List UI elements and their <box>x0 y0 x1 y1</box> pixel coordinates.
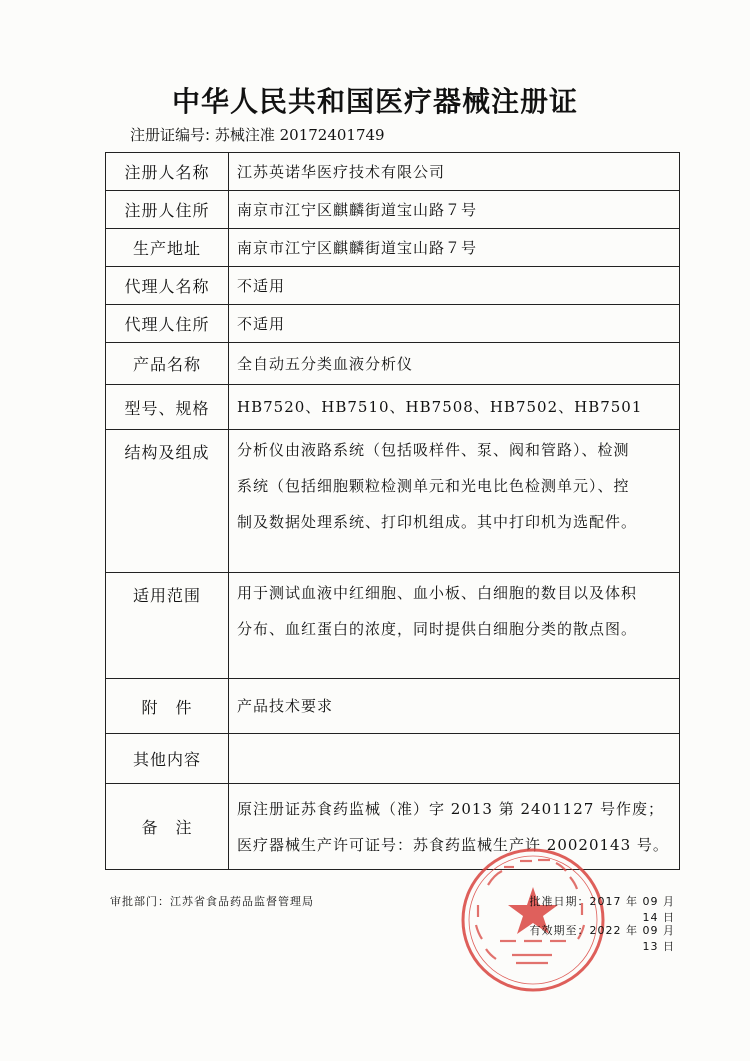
table-row <box>106 153 680 191</box>
valid-until-date: 有效期至：2022 年 09 月 13 日 <box>529 924 675 953</box>
row-label: 生产地址 <box>106 229 229 267</box>
table-row <box>106 229 680 267</box>
table-row <box>106 734 680 784</box>
value-line: 医疗器械生产许可证号：苏食药监械生产许 20020143 号。 <box>237 835 669 854</box>
row-label: 型号、规格 <box>106 385 229 430</box>
row-label: 适用范围 <box>106 573 229 679</box>
row-label: 代理人住所 <box>106 305 229 343</box>
row-label: 代理人名称 <box>106 267 229 305</box>
row-value <box>229 343 680 385</box>
value-line: 不适用 <box>237 276 286 295</box>
table-row <box>106 305 680 343</box>
certificate-number-label: 注册证编号: <box>130 126 211 144</box>
approval-date: 批准日期：2017 年 09 月 14 日 <box>529 895 675 924</box>
certificate-number <box>130 124 385 145</box>
table-row <box>106 385 680 430</box>
row-value <box>229 784 680 870</box>
table-row <box>106 430 680 573</box>
row-value <box>229 430 680 573</box>
row-value <box>229 679 680 734</box>
row-value <box>229 305 680 343</box>
row-label: 其他内容 <box>106 734 229 784</box>
row-value <box>229 385 680 430</box>
certificate-number-value: 苏械注准 20172401749 <box>214 126 385 144</box>
table-row <box>106 191 680 229</box>
value-line: 不适用 <box>237 314 286 333</box>
value-line: 南京市江宁区麒麟街道宝山路７号 <box>237 200 478 219</box>
row-value <box>229 573 680 679</box>
row-value <box>229 229 680 267</box>
table-row <box>106 679 680 734</box>
row-value <box>229 267 680 305</box>
value-line: 制及数据处理系统、打印机组成。其中打印机为选配件。 <box>237 513 638 531</box>
table-row <box>106 267 680 305</box>
row-value <box>229 191 680 229</box>
value-line: 原注册证苏食药监械（准）字 2013 第 2401127 号作废； <box>237 799 665 818</box>
value-line: 分布、血红蛋白的浓度，同时提供白细胞分类的散点图。 <box>237 620 638 638</box>
row-label: 注册人名称 <box>106 153 229 191</box>
row-value <box>229 734 680 784</box>
value-line: HB7520、HB7510、HB7508、HB7502、HB7501 <box>237 398 643 416</box>
value-line: 系统（包括细胞颗粒检测单元和光电比色检测单元）、控 <box>237 477 630 495</box>
value-line: 用于测试血液中红细胞、血小板、白细胞的数目以及体积 <box>237 584 638 602</box>
row-label: 备 注 <box>106 784 229 870</box>
value-line: 产品技术要求 <box>237 697 334 715</box>
value-line: 南京市江宁区麒麟街道宝山路７号 <box>237 238 478 257</box>
registration-table <box>105 152 680 870</box>
value-line: 江苏英诺华医疗技术有限公司 <box>237 162 446 181</box>
row-label: 注册人住所 <box>106 191 229 229</box>
table-row <box>106 343 680 385</box>
row-value <box>229 153 680 191</box>
row-label: 产品名称 <box>106 343 229 385</box>
row-label: 附 件 <box>106 679 229 734</box>
document-title: 中华人民共和国医疗器械注册证 <box>171 85 578 118</box>
value-line: 全自动五分类血液分析仪 <box>237 354 414 373</box>
table-row <box>106 573 680 679</box>
approval-department: 审批部门：江苏省食品药品监督管理局 <box>110 895 314 908</box>
value-line: 分析仪由液路系统（包括吸样件、泵、阀和管路）、检测 <box>237 441 630 459</box>
row-label: 结构及组成 <box>106 430 229 573</box>
